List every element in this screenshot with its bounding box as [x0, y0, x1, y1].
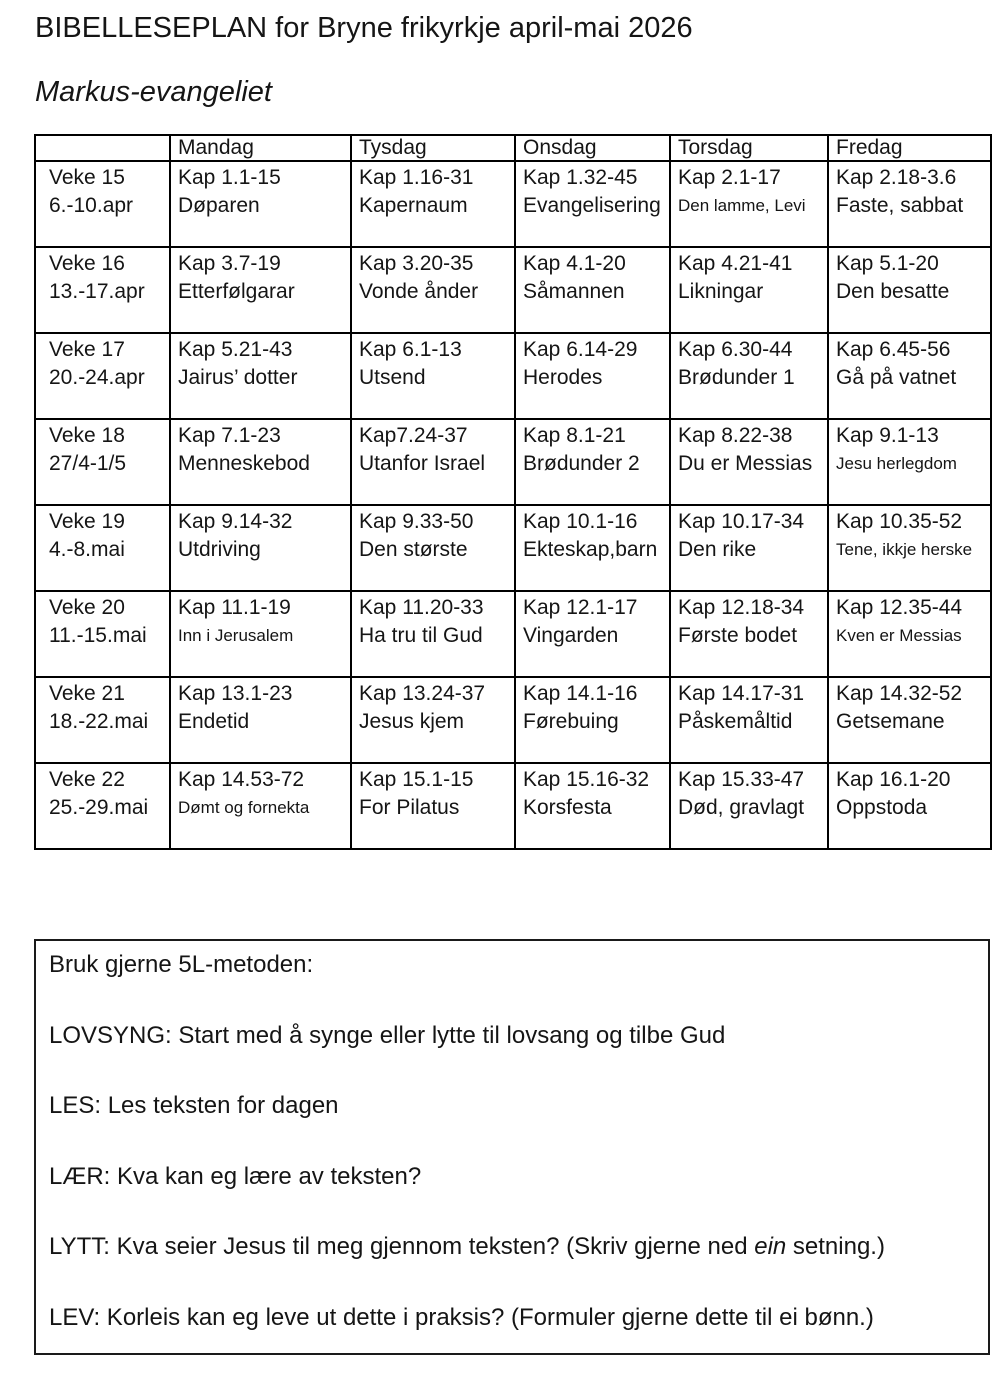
chapter-ref: Kap 1.32-45 [523, 166, 638, 189]
week-label: Veke 20 [49, 596, 125, 619]
chapter-ref: Kap 6.14-29 [523, 338, 638, 361]
week-cell [35, 591, 170, 677]
week-label: Veke 15 [49, 166, 125, 189]
reading-cell [351, 333, 515, 419]
reading-topic: Brødunder 1 [678, 366, 795, 389]
reading-topic: Førebuing [523, 710, 619, 733]
week-cell [35, 247, 170, 333]
reading-topic: Den rike [678, 538, 757, 561]
reading-topic: Jesus kjem [359, 710, 465, 733]
table-row [35, 591, 991, 677]
reading-cell [828, 763, 991, 849]
reading-cell [351, 419, 515, 505]
reading-cell [828, 505, 991, 591]
reading-topic: Kapernaum [359, 194, 468, 217]
chapter-ref: Kap 8.22-38 [678, 424, 793, 447]
reading-topic: Endetid [178, 710, 250, 733]
page-title: BIBELLESEPLAN for Bryne frikyrkje april-mai 2026 [35, 12, 693, 44]
reading-cell [515, 333, 670, 419]
reading-cell [670, 763, 828, 849]
reading-cell [351, 505, 515, 591]
reading-topic: Tene, ikkje herske [836, 540, 973, 559]
chapter-ref: Kap 13.24-37 [359, 682, 486, 705]
reading-topic: Etterfølgarar [178, 280, 295, 303]
reading-cell [828, 677, 991, 763]
reading-cell [515, 591, 670, 677]
week-label: Veke 18 [49, 424, 125, 447]
chapter-ref: Kap 10.1-16 [523, 510, 638, 533]
chapter-ref: Kap 4.1-20 [523, 252, 626, 275]
reading-cell [170, 505, 351, 591]
reading-topic: Den største [359, 538, 468, 561]
reading-cell [515, 763, 670, 849]
reading-cell [828, 333, 991, 419]
reading-cell [515, 677, 670, 763]
method-line-text: LYTT: Kva seier Jesus til meg gjennom teksten? (Skriv gjerne ned [49, 1233, 755, 1260]
method-line: LES: Les teksten for dagen [49, 1092, 339, 1119]
reading-cell [170, 677, 351, 763]
chapter-ref: Kap 5.1-20 [836, 252, 939, 275]
week-label: Veke 19 [49, 510, 125, 533]
reading-topic: Vingarden [523, 624, 619, 647]
week-label: Veke 16 [49, 252, 125, 275]
reading-topic: Dømt og fornekta [178, 798, 310, 817]
reading-cell [828, 161, 991, 247]
reading-topic: Oppstoda [836, 796, 928, 819]
table-header-row [35, 135, 991, 161]
reading-cell [170, 247, 351, 333]
chapter-ref: Kap 6.1-13 [359, 338, 462, 361]
reading-topic: Påskemåltid [678, 710, 793, 733]
reading-cell [670, 677, 828, 763]
chapter-ref: Kap 2.18-3.6 [836, 166, 957, 189]
reading-topic: Herodes [523, 366, 603, 389]
reading-cell [670, 247, 828, 333]
chapter-ref: Kap 14.17-31 [678, 682, 805, 705]
reading-topic: Menneskebod [178, 452, 310, 475]
reading-topic: Gå på vatnet [836, 366, 957, 389]
method-line: Bruk gjerne 5L-metoden: [49, 951, 314, 978]
header-cell-torsdag: Torsdag [670, 135, 828, 161]
method-box [34, 939, 990, 1355]
reading-topic: Utsend [359, 366, 426, 389]
reading-topic: Ha tru til Gud [359, 624, 483, 647]
reading-topic: Den lamme, Levi [678, 196, 806, 215]
chapter-ref: Kap 4.21-41 [678, 252, 793, 275]
reading-topic: Utanfor Israel [359, 452, 486, 475]
reading-cell [170, 419, 351, 505]
reading-topic: Første bodet [678, 624, 798, 647]
chapter-ref: Kap 12.1-17 [523, 596, 638, 619]
week-dates: 25.-29.mai [49, 796, 149, 819]
chapter-ref: Kap 10.17-34 [678, 510, 805, 533]
chapter-ref: Kap 11.1-19 [178, 596, 291, 619]
method-line [49, 1231, 988, 1302]
reading-cell [351, 763, 515, 849]
reading-cell [828, 591, 991, 677]
reading-cell [515, 505, 670, 591]
week-dates: 20.-24.apr [49, 366, 145, 389]
reading-topic: Jairus’ dotter [178, 366, 298, 389]
reading-cell [515, 419, 670, 505]
table-row [35, 161, 991, 247]
reading-topic: Getsemane [836, 710, 945, 733]
week-cell [35, 333, 170, 419]
reading-cell [670, 419, 828, 505]
reading-topic: For Pilatus [359, 796, 460, 819]
header-cell-tysdag: Tysdag [351, 135, 515, 161]
week-dates: 27/4-1/5 [49, 452, 127, 475]
chapter-ref: Kap 15.33-47 [678, 768, 805, 791]
table-row [35, 763, 991, 849]
page-subtitle: Markus-evangeliet [35, 76, 272, 108]
week-dates: 13.-17.apr [49, 280, 145, 303]
chapter-ref: Kap 12.35-44 [836, 596, 963, 619]
reading-topic: Vonde ånder [359, 280, 479, 303]
chapter-ref: Kap 1.16-31 [359, 166, 474, 189]
reading-cell [828, 419, 991, 505]
week-label: Veke 21 [49, 682, 125, 705]
week-cell [35, 677, 170, 763]
header-cell-onsdag: Onsdag [515, 135, 670, 161]
reading-cell [170, 333, 351, 419]
table-row [35, 677, 991, 763]
week-cell [35, 161, 170, 247]
week-cell [35, 763, 170, 849]
week-dates: 18.-22.mai [49, 710, 149, 733]
week-dates: 6.-10.apr [49, 194, 134, 217]
table-row [35, 419, 991, 505]
reading-cell [170, 161, 351, 247]
chapter-ref: Kap 15.1-15 [359, 768, 474, 791]
chapter-ref: Kap 16.1-20 [836, 768, 951, 791]
method-line-text: setning.) [786, 1233, 885, 1260]
reading-topic: Jesu herlegdom [836, 454, 957, 473]
week-dates: 4.-8.mai [49, 538, 125, 561]
week-dates: 11.-15.mai [49, 624, 147, 647]
table-row [35, 247, 991, 333]
reading-topic: Korsfesta [523, 796, 612, 819]
header-cell-fredag: Fredag [828, 135, 991, 161]
reading-cell [351, 247, 515, 333]
method-line: LOVSYNG: Start med å synge eller lytte til lovsang og tilbe Gud [49, 1021, 726, 1049]
method-line: LÆR: Kva kan eg lære av teksten? [49, 1162, 422, 1190]
reading-cell [828, 247, 991, 333]
chapter-ref: Kap 13.1-23 [178, 682, 293, 705]
chapter-ref: Kap 14.53-72 [178, 768, 305, 791]
reading-topic: Død, gravlagt [678, 796, 805, 819]
chapter-ref: Kap 2.1-17 [678, 166, 781, 189]
reading-topic: Faste, sabbat [836, 194, 964, 217]
reading-topic: Såmannen [523, 280, 625, 303]
reading-cell [170, 763, 351, 849]
reading-topic: Døparen [178, 194, 260, 217]
reading-topic: Utdriving [178, 538, 261, 561]
reading-topic: Evangelisering [523, 194, 661, 217]
reading-cell [515, 161, 670, 247]
chapter-ref: Kap 14.32-52 [836, 682, 963, 705]
chapter-ref: Kap 14.1-16 [523, 682, 638, 705]
week-cell [35, 505, 170, 591]
reading-topic: Inn i Jerusalem [178, 626, 294, 645]
chapter-ref: Kap 10.35-52 [836, 510, 963, 533]
reading-topic: Kven er Messias [836, 626, 962, 645]
chapter-ref: Kap 3.20-35 [359, 252, 474, 275]
chapter-ref: Kap 12.18-34 [678, 596, 805, 619]
reading-cell [670, 333, 828, 419]
header-cell-empty [35, 135, 170, 161]
chapter-ref: Kap 9.33-50 [359, 510, 474, 533]
reading-topic: Du er Messias [678, 452, 813, 475]
reading-topic: Brødunder 2 [523, 452, 640, 475]
chapter-ref: Kap 8.1-21 [523, 424, 626, 447]
chapter-ref: Kap7.24-37 [359, 424, 468, 447]
reading-cell [670, 505, 828, 591]
header-cell-mandag: Mandag [170, 135, 351, 161]
chapter-ref: Kap 9.1-13 [836, 424, 939, 447]
reading-topic: Likningar [678, 280, 764, 303]
table-row [35, 505, 991, 591]
chapter-ref: Kap 3.7-19 [178, 252, 281, 275]
method-line-italic: ein [754, 1233, 787, 1260]
chapter-ref: Kap 7.1-23 [178, 424, 281, 447]
reading-cell [351, 591, 515, 677]
reading-topic: Den besatte [836, 280, 950, 303]
week-cell [35, 419, 170, 505]
reading-cell [670, 161, 828, 247]
chapter-ref: Kap 9.14-32 [178, 510, 293, 533]
table-row [35, 333, 991, 419]
reading-cell [351, 161, 515, 247]
reading-plan-table [34, 134, 992, 850]
reading-topic: Ekteskap,barn [523, 538, 658, 561]
reading-cell [670, 591, 828, 677]
chapter-ref: Kap 6.30-44 [678, 338, 793, 361]
chapter-ref: Kap 5.21-43 [178, 338, 293, 361]
chapter-ref: Kap 1.1-15 [178, 166, 281, 189]
reading-cell [351, 677, 515, 763]
chapter-ref: Kap 11.20-33 [359, 596, 484, 619]
chapter-ref: Kap 6.45-56 [836, 338, 951, 361]
week-label: Veke 17 [49, 338, 125, 361]
reading-cell [515, 247, 670, 333]
reading-cell [170, 591, 351, 677]
chapter-ref: Kap 15.16-32 [523, 768, 650, 791]
method-line: LEV: Korleis kan eg leve ut dette i praksis? (Formuler gjerne dette til ei bønn.) [49, 1303, 874, 1331]
week-label: Veke 22 [49, 768, 125, 791]
